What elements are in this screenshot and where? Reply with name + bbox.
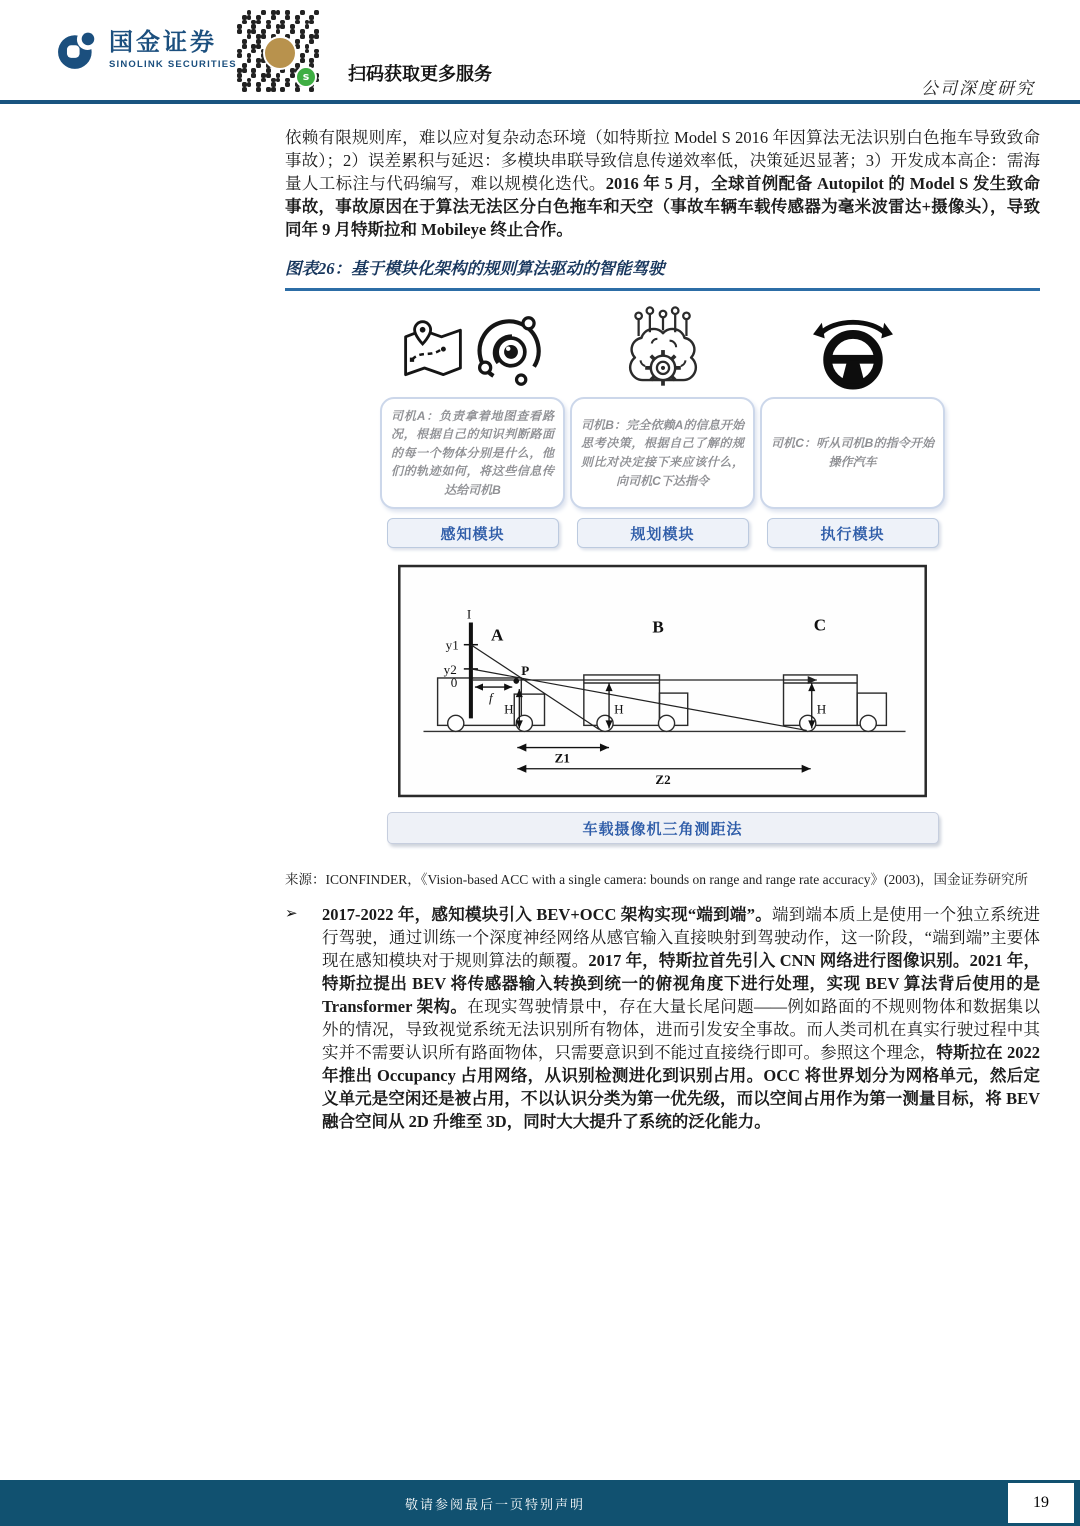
driver-b-box — [570, 397, 755, 509]
driver-a-box — [380, 397, 565, 509]
diagram-label-y1: y1 — [445, 637, 459, 653]
triangulation-diagram — [395, 562, 930, 805]
bullet-text: 2017-2022 年，感知模块引入 BEV+OCC 架构实现“端到端”。端到端本质上是使用一个独立系统进行驾驶，通过训练一个深度神经网络从感官输入直接映射到驾驶动作，这一阶段，“端到端”主要体现在感知模块对于规则算法的颠覆。2017 年，特斯拉首先引入 CNN 网络进行图像识别。2021 年，特斯拉提出 BEV 将传感器输入转换到统一的俯视角度下进行处理，实现 BEV 算法背后使用的是 Transformer 架构。在现实驾驶情景中，存在大量长尾问题——例如路面的不规则物体和数据集以外的情况，导致视觉系统无法识别所有物体，进而引发安全事故。而人类司机在真实行驶过程中其实并不需要认识所有路面物体，只需要意识到不能过直接绕行即可。参照这个理念，特斯拉在 2022 年推出 Occupancy 占用网络，从识别检测进化到识别占用。OCC 将世界划分为网格单元，然后定义单元是空闲还是被占用，不以认识分类为第一优先级，而以空间占用作为第一测量目标，将 BEV 融合空间从 2D 升维至 3D，同时大大提升了系统的泛化能力。 — [322, 905, 1041, 1131]
report-type-label: 公司深度研究 — [921, 79, 1035, 98]
qr-center-logo — [263, 36, 297, 70]
driver-c-box — [760, 397, 945, 509]
diagram-label-H2: H — [614, 701, 624, 717]
logo-text-cn: 国金证券 — [109, 29, 217, 56]
diagram-label-B: B — [652, 617, 664, 637]
page-number: 19 — [1008, 1483, 1074, 1523]
diagram-label-A: A — [491, 625, 504, 645]
diagram-label-f: f — [489, 690, 493, 706]
qr-code — [233, 6, 323, 96]
qr-wechat-icon: s — [295, 66, 317, 88]
column-planning — [570, 305, 755, 548]
eye-icon — [475, 315, 547, 387]
header-rule — [0, 100, 1080, 104]
diagram-label-y2: y2 — [443, 661, 457, 677]
map-icon — [399, 319, 467, 383]
qr-caption: 扫码获取更多服务 — [348, 64, 492, 84]
sinolink-logo-icon — [57, 30, 99, 72]
brain-gear-icon — [618, 306, 708, 396]
bullet-marker: ➢ — [285, 906, 298, 922]
figure-source: 来源：ICONFINDER，《Vision-based ACC with a single camera: bounds on range and range rate accuracy》(2003)，国金证券研究所 — [285, 872, 1029, 887]
diagram-label-0: 0 — [450, 675, 458, 691]
figure-26 — [285, 288, 1040, 850]
footer-disclaimer: 敬请参阅最后一页特别声明 — [404, 1496, 585, 1512]
driver-b-description: 司机B：完全依赖A的信息开始思考决策，根据自己了解的规则比对决定接下来应该什么，向司机C下达指令 — [581, 417, 744, 488]
diagram-label-Z1: Z1 — [554, 750, 570, 766]
planning-icons — [618, 305, 708, 397]
body-paragraph-1: 依赖有限规则库，难以应对复杂动态环境（如特斯拉 Model S 2016 年因算法无法识别白色拖车导致致命事故）；2）误差累积与延迟：多模块串联导致信息传递效率低，决策延迟显著；3）开发成本高企：需海量人工标注与代码编写，难以规模化迭代。2016 年 5 月，全球首例配备 Autopilot 的 Model S 发生致命事故，事故原因在于算法无法区分白色拖车和天空（事故车辆车载传感器为毫米波雷达+摄像头），导致同年 9 月特斯拉和 Mobileye 终止合作。 — [285, 128, 1041, 239]
figure-title: 图表26：基于模块化架构的规则算法驱动的智能驾驶 — [285, 259, 665, 278]
body-paragraph-2 — [285, 903, 1040, 1133]
module-columns — [285, 305, 1040, 548]
page-footer — [0, 1480, 1080, 1526]
perception-icons — [399, 305, 547, 397]
column-execution — [760, 305, 945, 548]
page-header — [0, 0, 1080, 100]
diagram-label-C: C — [813, 615, 827, 635]
sinolink-logo — [57, 30, 237, 72]
diagram-label-H1: H — [504, 701, 514, 717]
diagram-label-P: P — [521, 662, 530, 678]
diagram-label-I: I — [466, 606, 472, 622]
logo-text-en: SINOLINK SECURITIES — [109, 59, 237, 70]
module-label-planning: 规划模块 — [577, 518, 749, 548]
main-content — [285, 126, 1040, 1133]
driver-a-description: 司机A：负责拿着地图查看路况，根据自己的知识判断路面的每一个物体分别是什么，他们的轨迹如何，将这些信息传达给司机B — [391, 408, 554, 497]
driver-c-description: 司机C：听从司机B的指令开始操作汽车 — [771, 436, 934, 469]
module-label-perception: 感知模块 — [387, 518, 559, 548]
diagram-label-H3: H — [816, 701, 827, 717]
diagram-label-Z2: Z2 — [655, 771, 671, 787]
module-label-execution: 执行模块 — [767, 518, 939, 548]
execution-icons — [809, 305, 897, 397]
diagram-caption-bar: 车载摄像机三角测距法 — [387, 812, 939, 844]
steering-wheel-icon — [809, 312, 897, 390]
column-perception — [380, 305, 565, 548]
